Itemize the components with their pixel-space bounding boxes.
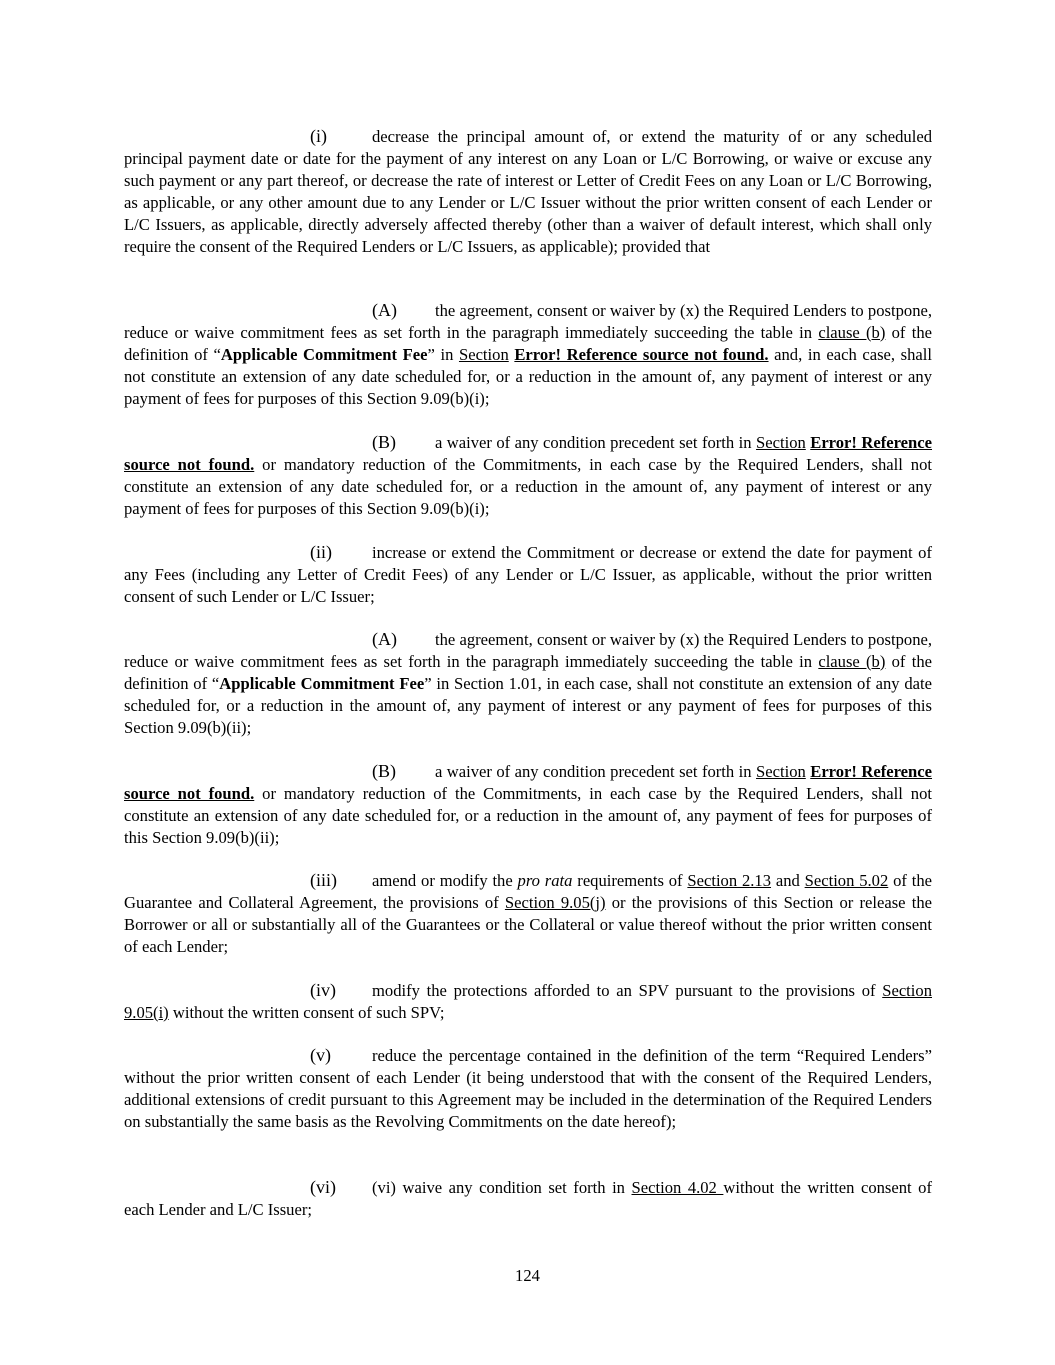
- defined-term: Applicable Commitment Fee: [219, 673, 425, 693]
- reference-error: Error! Reference source not found.: [514, 344, 769, 364]
- cross-reference-link[interactable]: clause (b): [818, 651, 886, 671]
- clause-marker: (vi): [310, 1177, 336, 1197]
- clause-i-A: (A) the agreement, consent or waiver by (x) the Required Lenders to postpone, reduce or waive commitment fees as set forth in the paragraph immediately succeeding the table in clause (b) of the definition of “Applicable Commitment Fee” in Section Error! Reference source not found. and, in each case, shall not constitute an extension of any date scheduled for, or a reduction in the amount of, any payment of interest or any payment of fees for purposes of this Section 9.09(b)(i);: [124, 300, 932, 408]
- clause-marker: (v): [310, 1045, 331, 1065]
- reference-error: Error! Reference source not found.: [124, 433, 933, 474]
- page-number: 124: [515, 1266, 540, 1285]
- cross-reference-link[interactable]: Section 4.02: [631, 1178, 724, 1197]
- clause-marker: (iii): [310, 870, 337, 890]
- clause-iii: (iii) amend or modify the pro rata requirements of Section 2.13 and Section 5.02 of the Guarantee and Collateral Agreement, the provisions of Section 9.05(j) or the provisions of this Section or release the Borrower or all or substantially all of the Guarantees or the Collateral or value thereof without the prior written consent of each Lender;: [124, 870, 932, 956]
- cross-reference-link[interactable]: Section: [458, 344, 509, 364]
- clause-i-B: (B) a waiver of any condition precedent set forth in Section Error! Reference source not found. or mandatory reduction of the Commitments, in each case by the Required Lenders, shall not constitute an extension of any date scheduled for, or a reduction in the amount of, any payment of interest or any payment of fees for purposes of this Section 9.09(b)(i);: [124, 432, 933, 518]
- clause-marker: (ii): [310, 542, 332, 562]
- clause-marker: (A): [372, 629, 397, 649]
- cross-reference-link[interactable]: Section 2.13: [687, 871, 772, 890]
- cross-reference-link[interactable]: Section: [756, 433, 806, 452]
- cross-reference-link[interactable]: Section 9.05(i): [124, 981, 932, 1022]
- clause-marker: (B): [372, 761, 396, 781]
- clause-text: reduce the percentage contained in the definition of the term “Required Lenders” without the prior written consent of each Lender (it being understood that with the consent of the Required Lenders, additional extensions of credit pursuant to this Agreement may be included in the determination of the Required Lenders on substantially the same basis as the Revolving Commitments on the date hereof);: [124, 1046, 932, 1131]
- cross-reference-link[interactable]: clause (b): [818, 322, 886, 342]
- cross-reference-link[interactable]: Section 5.02: [804, 871, 889, 890]
- cross-reference-link[interactable]: Section 9.05(j): [504, 892, 606, 912]
- clause-text: increase or extend the Commitment or decrease or extend the date for payment of any Fees (including any Letter of Credit Fees) of any Lender or L/C Issuer, as applicable, without the prior written consent of such Lender or L/C Issuer;: [124, 543, 932, 606]
- clause-ii-B: (B) a waiver of any condition precedent set forth in Section Error! Reference source not found. or mandatory reduction of the Commitments, in each case by the Required Lenders, shall not constitute an extension of any date scheduled for, or a reduction in the amount of, any payment of fees for purposes of this Section 9.09(b)(ii);: [124, 761, 933, 847]
- clause-ii-A: (A) the agreement, consent or waiver by (x) the Required Lenders to postpone, reduce or waive commitment fees as set forth in the paragraph immediately succeeding the table in clause (b) of the definition of “Applicable Commitment Fee” in Section 1.01, in each case, shall not constitute an extension of any date scheduled for, or a reduction in the amount of, any payment of interest or any payment of fees for purposes of this Section 9.09(b)(ii);: [124, 629, 932, 737]
- clause-marker: (iv): [310, 980, 336, 1000]
- cross-reference-link[interactable]: Section: [756, 762, 806, 781]
- reference-error: Error! Reference source not found.: [124, 762, 933, 803]
- clause-vi: (vi) (vi) waive any condition set forth in Section 4.02 without the written consent of each Lender and L/C Issuer;: [124, 1177, 932, 1219]
- clause-marker: (i): [310, 126, 327, 146]
- clause-i: [124, 126, 932, 257]
- clause-v: [124, 1045, 932, 1133]
- clause-marker: (A): [372, 300, 397, 320]
- clause-iv: (iv) modify the protections afforded to an SPV pursuant to the provisions of Section 9.05(i) without the written consent of such SPV;: [124, 980, 932, 1022]
- defined-term: Applicable Commitment Fee: [220, 344, 428, 364]
- clause-ii: [124, 542, 932, 608]
- clause-text: decrease the principal amount of, or extend the maturity of or any scheduled principal payment date or date for the payment of any interest on any Loan or L/C Borrowing, or waive or excuse any such payment or any part thereof, or decrease the rate of interest or Letter of Credit Fees on any Loan or L/C Borrowing, as applicable, or any other amount due to any Lender or L/C Issuer without the prior written consent of each Lender or L/C Issuers, as applicable, directly adversely affected thereby (other than a waiver of default interest, which shall only require the consent of the Required Lenders or L/C Issuers, as applicable); provided that: [124, 127, 932, 256]
- italic-term: pro rata: [517, 871, 573, 890]
- clause-marker: (B): [372, 432, 396, 452]
